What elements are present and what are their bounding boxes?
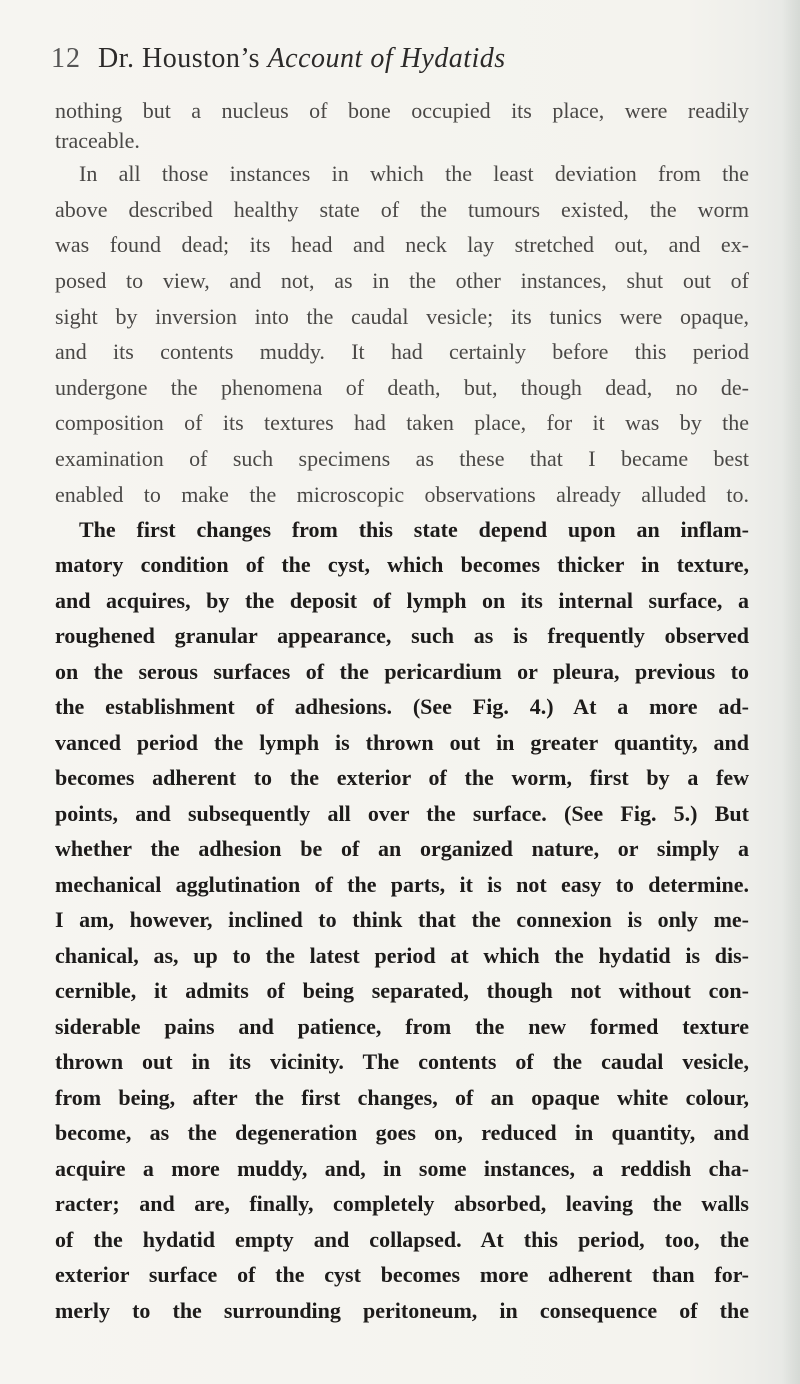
text-line: and acquires, by the deposit of lymph on its internal surface, a (55, 588, 749, 613)
text-line: undergone the phenomena of death, but, though dead, no de- (55, 375, 749, 400)
text-line: roughened granular appearance, such as is frequently observed (55, 623, 749, 648)
text-line: become, as the degeneration goes on, reduced in quantity, and (55, 1120, 749, 1145)
text-line: racter; and are, finally, completely absorbed, leaving the walls (55, 1191, 749, 1216)
text-line: from being, after the first changes, of an opaque white colour, (55, 1085, 749, 1110)
text-line: posed to view, and not, as in the other instances, shut out of (55, 268, 749, 293)
text-line: was found dead; its head and neck lay stretched out, and ex- (55, 232, 749, 257)
text-line: sight by inversion into the caudal vesicle; its tunics were opaque, (55, 304, 749, 329)
text-line: of the hydatid empty and collapsed. At this period, too, the (55, 1227, 749, 1252)
text-line: In all those instances in which the least deviation from the (79, 161, 749, 186)
running-head-author: Dr. Houston’s (98, 43, 268, 74)
text-line: siderable pains and patience, from the new formed texture (55, 1014, 749, 1039)
text-line: The first changes from this state depend upon an inflam- (79, 517, 749, 542)
text-line: mechanical agglutination of the parts, it is not easy to determine. (55, 872, 749, 897)
text-line: matory condition of the cyst, which becomes thicker in texture, (55, 552, 749, 577)
text-line: traceable. (55, 128, 140, 153)
text-line: vanced period the lymph is thrown out in greater quantity, and (55, 730, 749, 755)
text-line: acquire a more muddy, and, in some instances, a reddish cha- (55, 1156, 749, 1181)
text-line: exterior surface of the cyst becomes more adherent than for- (55, 1262, 749, 1287)
page-edge-shadow (782, 0, 800, 1384)
text-line: becomes adherent to the exterior of the worm, first by a few (55, 765, 749, 790)
text-line: above described healthy state of the tumours existed, the worm (55, 197, 749, 222)
text-line: merly to the surrounding peritoneum, in consequence of the (55, 1298, 749, 1323)
text-line: whether the adhesion be of an organized nature, or simply a (55, 836, 749, 861)
page-number: 12 (51, 43, 81, 74)
text-line: nothing but a nucleus of bone occupied its place, were readily (55, 98, 749, 123)
running-head-title: Account of Hydatids (267, 43, 506, 74)
running-head (98, 44, 506, 74)
text-line: the establishment of adhesions. (See Fig. 4.) At a more ad- (55, 694, 749, 719)
text-line: points, and subsequently all over the surface. (See Fig. 5.) But (55, 801, 749, 826)
text-line: examination of such specimens as these that I became best (55, 446, 749, 471)
text-line: cernible, it admits of being separated, though not without con- (55, 978, 749, 1003)
text-line: composition of its textures had taken place, for it was by the (55, 410, 749, 435)
text-line: thrown out in its vicinity. The contents of the caudal vesicle, (55, 1049, 749, 1074)
text-line: and its contents muddy. It had certainly before this period (55, 339, 749, 364)
body-text (55, 92, 749, 1352)
text-line: enabled to make the microscopic observations already alluded to. (55, 482, 749, 507)
text-line: I am, however, inclined to think that the connexion is only me- (55, 907, 749, 932)
text-line: on the serous surfaces of the pericardium or pleura, previous to (55, 659, 749, 684)
page-header (0, 44, 800, 84)
text-line: chanical, as, up to the latest period at which the hydatid is dis- (55, 943, 749, 968)
